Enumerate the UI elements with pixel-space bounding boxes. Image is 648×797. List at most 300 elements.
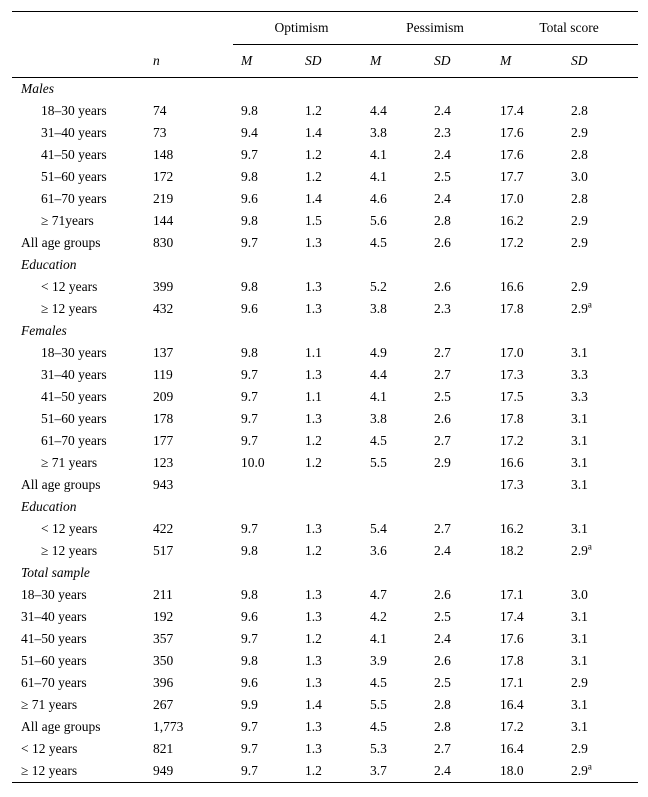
- table-row: [12, 188, 638, 210]
- table-row: [12, 122, 638, 144]
- cell-pessimism-m: [370, 100, 434, 122]
- cell-pessimism-sd: [434, 452, 500, 474]
- cell-optimism-m: [233, 276, 305, 298]
- cell-total-sd: [571, 166, 638, 188]
- cell-pessimism-m: [370, 210, 434, 232]
- cell-n: [153, 276, 233, 298]
- cell-optimism-sd: [305, 650, 370, 672]
- cell-pessimism-m: [370, 474, 434, 496]
- cell-total-m: [500, 738, 571, 760]
- cell-value: 3.1: [571, 609, 588, 624]
- cell-pessimism-m: [370, 122, 434, 144]
- cell-optimism-sd: [305, 584, 370, 606]
- cell-n: [153, 408, 233, 430]
- section-label: Education: [21, 499, 77, 514]
- cell-optimism-m: [233, 584, 305, 606]
- row-label: 31–40 years: [21, 609, 87, 624]
- cell-optimism-m: [233, 100, 305, 122]
- cell-value: 74: [153, 103, 167, 118]
- cell-value: 3.1: [571, 653, 588, 668]
- cell-optimism-m: [233, 606, 305, 628]
- cell-total-sd: [571, 672, 638, 694]
- cell-optimism-m: [233, 452, 305, 474]
- table-row: [12, 342, 638, 364]
- cell-n: [153, 716, 233, 738]
- cell-value: 123: [153, 455, 174, 470]
- cell-value: 2.7: [434, 345, 451, 360]
- cell-value: 9.8: [241, 213, 258, 228]
- cell-optimism-sd: [305, 694, 370, 716]
- table-row: [12, 672, 638, 694]
- cell-total-sd: [571, 760, 638, 783]
- cell-value: 2.7: [434, 367, 451, 382]
- cell-value: 2.7: [434, 741, 451, 756]
- header-group-row: [12, 12, 638, 45]
- cell-value: 943: [153, 477, 174, 492]
- cell-value: 2.3: [434, 125, 451, 140]
- cell-pessimism-sd: [434, 232, 500, 254]
- row-label: All age groups: [21, 235, 101, 250]
- cell-pessimism-m: [370, 232, 434, 254]
- cell-value: 2.9: [571, 543, 588, 558]
- row-label: < 12 years: [41, 521, 98, 536]
- cell-value: 5.5: [370, 455, 387, 470]
- cell-value: 3.1: [571, 433, 588, 448]
- cell-value: 2.9: [571, 235, 588, 250]
- cell-value: 4.4: [370, 103, 387, 118]
- cell-value: 4.5: [370, 675, 387, 690]
- cell-value: 1.3: [305, 587, 322, 602]
- cell-total-m: [500, 430, 571, 452]
- cell-n: [153, 672, 233, 694]
- cell-total-m: [500, 276, 571, 298]
- table-row: [12, 760, 638, 783]
- row-label: < 12 years: [41, 279, 98, 294]
- table-row: [12, 100, 638, 122]
- row-label: 51–60 years: [21, 653, 87, 668]
- cell-value: 9.7: [241, 521, 258, 536]
- cell-value: 1.3: [305, 235, 322, 250]
- cell-value: 1.1: [305, 345, 322, 360]
- cell-total-sd: [571, 694, 638, 716]
- table-row: [12, 276, 638, 298]
- cell-pessimism-sd: [434, 276, 500, 298]
- cell-pessimism-m: [370, 540, 434, 562]
- cell-total-sd: [571, 122, 638, 144]
- cell-optimism-sd: [305, 188, 370, 210]
- cell-value: 5.6: [370, 213, 387, 228]
- cell-value: 1.5: [305, 213, 322, 228]
- table-row: [12, 210, 638, 232]
- cell-pessimism-sd: [434, 210, 500, 232]
- cell-value: 9.7: [241, 719, 258, 734]
- table-row: [12, 452, 638, 474]
- cell-pessimism-sd: [434, 386, 500, 408]
- cell-pessimism-sd: [434, 650, 500, 672]
- cell-value: 192: [153, 609, 174, 624]
- cell-total-m: [500, 100, 571, 122]
- cell-pessimism-sd: [434, 760, 500, 783]
- cell-value: 17.1: [500, 587, 524, 602]
- cell-value: 830: [153, 235, 174, 250]
- cell-optimism-m: [233, 694, 305, 716]
- header-column-row: [12, 45, 638, 78]
- cell-n: [153, 122, 233, 144]
- cell-optimism-m: [233, 386, 305, 408]
- cell-optimism-m: [233, 122, 305, 144]
- cell-value: 2.5: [434, 675, 451, 690]
- cell-optimism-m: [233, 342, 305, 364]
- cell-value: 3.9: [370, 653, 387, 668]
- cell-value: 3.1: [571, 719, 588, 734]
- cell-total-sd: [571, 188, 638, 210]
- cell-value: 9.8: [241, 587, 258, 602]
- cell-optimism-m: [233, 474, 305, 496]
- cell-value: 2.9: [434, 455, 451, 470]
- cell-value: 3.1: [571, 455, 588, 470]
- cell-total-m: [500, 188, 571, 210]
- cell-n: [153, 430, 233, 452]
- cell-value: 177: [153, 433, 174, 448]
- cell-value: 3.8: [370, 125, 387, 140]
- cell-optimism-sd: [305, 232, 370, 254]
- cell-value: 2.6: [434, 235, 451, 250]
- cell-pessimism-m: [370, 694, 434, 716]
- cell-total-sd: [571, 210, 638, 232]
- cell-value: 17.6: [500, 631, 524, 646]
- cell-value: 2.4: [434, 543, 451, 558]
- cell-value: 1.4: [305, 125, 322, 140]
- column-header-optimism-sd: SD: [305, 45, 370, 78]
- cell-optimism-sd: [305, 606, 370, 628]
- cell-value: 3.3: [571, 389, 588, 404]
- cell-optimism-sd: [305, 540, 370, 562]
- cell-total-sd: [571, 408, 638, 430]
- row-label: ≥ 12 years: [41, 543, 98, 558]
- cell-optimism-sd: [305, 474, 370, 496]
- cell-value: 10.0: [241, 455, 265, 470]
- cell-value: 2.8: [571, 103, 588, 118]
- cell-optimism-sd: [305, 364, 370, 386]
- cell-value: 3.3: [571, 367, 588, 382]
- cell-value: 9.8: [241, 169, 258, 184]
- cell-value: 2.9: [571, 763, 588, 778]
- cell-pessimism-m: [370, 144, 434, 166]
- cell-total-m: [500, 584, 571, 606]
- cell-optimism-sd: [305, 452, 370, 474]
- cell-value: 3.1: [571, 631, 588, 646]
- cell-pessimism-m: [370, 628, 434, 650]
- cell-value: 357: [153, 631, 174, 646]
- column-header-pessimism-m: M: [370, 45, 434, 78]
- cell-value: 4.4: [370, 367, 387, 382]
- cell-optimism-sd: [305, 760, 370, 783]
- table-row: [12, 716, 638, 738]
- cell-total-m: [500, 518, 571, 540]
- cell-pessimism-m: [370, 452, 434, 474]
- cell-value: 2.8: [571, 147, 588, 162]
- cell-n: [153, 386, 233, 408]
- cell-value: 2.9: [571, 675, 588, 690]
- cell-n: [153, 540, 233, 562]
- section-label: Education: [21, 257, 77, 272]
- group-header-optimism: Optimism: [233, 12, 370, 45]
- cell-value: 5.2: [370, 279, 387, 294]
- cell-value: 1.1: [305, 389, 322, 404]
- cell-value: 399: [153, 279, 174, 294]
- cell-value: 209: [153, 389, 174, 404]
- column-header-total-m: M: [500, 45, 571, 78]
- table-row: [12, 738, 638, 760]
- cell-value: 17.4: [500, 609, 524, 624]
- cell-value: 1.3: [305, 367, 322, 382]
- cell-value: 1.2: [305, 103, 322, 118]
- cell-total-m: [500, 694, 571, 716]
- cell-optimism-sd: [305, 276, 370, 298]
- section-label: Females: [21, 323, 67, 338]
- cell-n: [153, 518, 233, 540]
- section-row: [12, 254, 638, 276]
- cell-total-m: [500, 452, 571, 474]
- cell-value: 432: [153, 301, 174, 316]
- cell-value: 2.8: [434, 697, 451, 712]
- cell-total-sd: [571, 606, 638, 628]
- cell-value: 1,773: [153, 719, 184, 734]
- cell-value: 2.7: [434, 521, 451, 536]
- cell-total-m: [500, 650, 571, 672]
- cell-value: 17.5: [500, 389, 524, 404]
- cell-optimism-sd: [305, 716, 370, 738]
- cell-n: [153, 628, 233, 650]
- cell-value: 1.2: [305, 147, 322, 162]
- cell-optimism-sd: [305, 672, 370, 694]
- footnote-marker: a: [587, 541, 592, 552]
- cell-optimism-m: [233, 760, 305, 783]
- cell-total-m: [500, 606, 571, 628]
- cell-value: 1.2: [305, 433, 322, 448]
- cell-pessimism-sd: [434, 584, 500, 606]
- row-label: 41–50 years: [21, 631, 87, 646]
- cell-value: 17.3: [500, 367, 524, 382]
- cell-pessimism-m: [370, 386, 434, 408]
- cell-optimism-sd: [305, 144, 370, 166]
- cell-value: 211: [153, 587, 173, 602]
- cell-optimism-sd: [305, 628, 370, 650]
- cell-total-m: [500, 342, 571, 364]
- cell-total-sd: [571, 452, 638, 474]
- cell-value: 2.4: [434, 631, 451, 646]
- table-row: [12, 408, 638, 430]
- cell-value: 3.1: [571, 411, 588, 426]
- cell-value: 1.3: [305, 279, 322, 294]
- row-label: 41–50 years: [41, 389, 107, 404]
- cell-value: 396: [153, 675, 174, 690]
- cell-optimism-m: [233, 408, 305, 430]
- cell-value: 1.2: [305, 631, 322, 646]
- cell-n: [153, 166, 233, 188]
- cell-total-sd: [571, 342, 638, 364]
- cell-optimism-sd: [305, 386, 370, 408]
- section-label: Total sample: [21, 565, 90, 580]
- cell-value: 18.0: [500, 763, 524, 778]
- column-header-label: [12, 45, 153, 78]
- cell-value: 1.2: [305, 169, 322, 184]
- cell-value: 9.7: [241, 147, 258, 162]
- cell-value: 2.4: [434, 763, 451, 778]
- cell-pessimism-m: [370, 672, 434, 694]
- cell-n: [153, 210, 233, 232]
- cell-total-sd: [571, 518, 638, 540]
- cell-pessimism-sd: [434, 122, 500, 144]
- table-row: [12, 298, 638, 320]
- cell-value: 3.6: [370, 543, 387, 558]
- cell-value: 9.6: [241, 609, 258, 624]
- cell-pessimism-sd: [434, 628, 500, 650]
- cell-total-sd: [571, 738, 638, 760]
- cell-total-m: [500, 386, 571, 408]
- cell-value: 2.8: [571, 191, 588, 206]
- cell-value: 267: [153, 697, 174, 712]
- cell-value: 1.3: [305, 609, 322, 624]
- table-row: [12, 650, 638, 672]
- cell-optimism-sd: [305, 100, 370, 122]
- cell-value: 2.5: [434, 169, 451, 184]
- cell-pessimism-m: [370, 716, 434, 738]
- cell-value: 1.3: [305, 411, 322, 426]
- cell-pessimism-sd: [434, 738, 500, 760]
- cell-n: [153, 364, 233, 386]
- cell-value: 4.1: [370, 389, 387, 404]
- cell-value: 9.4: [241, 125, 258, 140]
- cell-value: 2.6: [434, 587, 451, 602]
- cell-value: 219: [153, 191, 174, 206]
- cell-value: 2.4: [434, 191, 451, 206]
- cell-value: 1.3: [305, 521, 322, 536]
- row-label: 18–30 years: [41, 345, 107, 360]
- cell-pessimism-sd: [434, 100, 500, 122]
- cell-value: 73: [153, 125, 167, 140]
- table-row: [12, 232, 638, 254]
- row-label: 61–70 years: [41, 191, 107, 206]
- cell-pessimism-sd: [434, 518, 500, 540]
- cell-pessimism-m: [370, 408, 434, 430]
- table-row: [12, 144, 638, 166]
- section-row: [12, 320, 638, 342]
- cell-pessimism-sd: [434, 694, 500, 716]
- cell-value: 9.6: [241, 191, 258, 206]
- cell-value: 17.2: [500, 433, 524, 448]
- column-header-total-sd: SD: [571, 45, 638, 78]
- cell-value: 9.7: [241, 433, 258, 448]
- cell-total-m: [500, 408, 571, 430]
- cell-pessimism-sd: [434, 474, 500, 496]
- cell-value: 422: [153, 521, 174, 536]
- cell-optimism-m: [233, 364, 305, 386]
- cell-pessimism-m: [370, 606, 434, 628]
- cell-value: 17.0: [500, 345, 524, 360]
- cell-value: 2.6: [434, 653, 451, 668]
- cell-pessimism-m: [370, 298, 434, 320]
- cell-pessimism-sd: [434, 716, 500, 738]
- cell-value: 3.7: [370, 763, 387, 778]
- cell-value: 4.1: [370, 631, 387, 646]
- cell-n: [153, 738, 233, 760]
- cell-value: 4.5: [370, 433, 387, 448]
- row-label: < 12 years: [21, 741, 78, 756]
- cell-value: 16.4: [500, 697, 524, 712]
- cell-n: [153, 232, 233, 254]
- cell-value: 2.9: [571, 301, 588, 316]
- cell-pessimism-sd: [434, 408, 500, 430]
- cell-value: 2.5: [434, 389, 451, 404]
- cell-pessimism-sd: [434, 606, 500, 628]
- cell-n: [153, 474, 233, 496]
- cell-pessimism-m: [370, 188, 434, 210]
- cell-value: 2.7: [434, 433, 451, 448]
- table-row: [12, 386, 638, 408]
- cell-value: 9.7: [241, 763, 258, 778]
- cell-value: 1.4: [305, 697, 322, 712]
- cell-value: 3.1: [571, 477, 588, 492]
- cell-optimism-sd: [305, 518, 370, 540]
- table-row: [12, 540, 638, 562]
- results-table: [12, 11, 638, 783]
- cell-value: 1.3: [305, 675, 322, 690]
- cell-value: 2.4: [434, 103, 451, 118]
- footnote-marker: a: [587, 761, 592, 772]
- cell-value: 3.1: [571, 345, 588, 360]
- cell-value: 148: [153, 147, 174, 162]
- cell-value: 9.8: [241, 279, 258, 294]
- cell-value: 9.8: [241, 543, 258, 558]
- table-row: [12, 606, 638, 628]
- cell-value: 17.2: [500, 235, 524, 250]
- cell-total-m: [500, 716, 571, 738]
- cell-value: 16.2: [500, 213, 524, 228]
- cell-value: 1.2: [305, 543, 322, 558]
- cell-value: 16.2: [500, 521, 524, 536]
- cell-n: [153, 694, 233, 716]
- cell-total-sd: [571, 100, 638, 122]
- cell-value: 17.0: [500, 191, 524, 206]
- cell-value: 9.9: [241, 697, 258, 712]
- row-label: All age groups: [21, 477, 101, 492]
- row-label: ≥ 12 years: [12, 760, 153, 783]
- cell-value: 4.7: [370, 587, 387, 602]
- cell-pessimism-m: [370, 364, 434, 386]
- cell-value: 17.4: [500, 103, 524, 118]
- cell-optimism-sd: [305, 298, 370, 320]
- section-row: [12, 78, 638, 101]
- cell-pessimism-m: [370, 650, 434, 672]
- table-row: [12, 584, 638, 606]
- row-label: 18–30 years: [41, 103, 107, 118]
- cell-total-sd: [571, 650, 638, 672]
- cell-value: 1.3: [305, 719, 322, 734]
- cell-value: 9.7: [241, 367, 258, 382]
- cell-pessimism-sd: [434, 342, 500, 364]
- cell-value: 17.2: [500, 719, 524, 734]
- group-header-pessimism: Pessimism: [370, 12, 500, 45]
- cell-value: 2.3: [434, 301, 451, 316]
- cell-value: 1.3: [305, 741, 322, 756]
- cell-pessimism-sd: [434, 166, 500, 188]
- cell-value: 17.8: [500, 653, 524, 668]
- cell-value: 119: [153, 367, 173, 382]
- cell-value: 821: [153, 741, 174, 756]
- cell-total-sd: [571, 298, 638, 320]
- cell-n: [153, 144, 233, 166]
